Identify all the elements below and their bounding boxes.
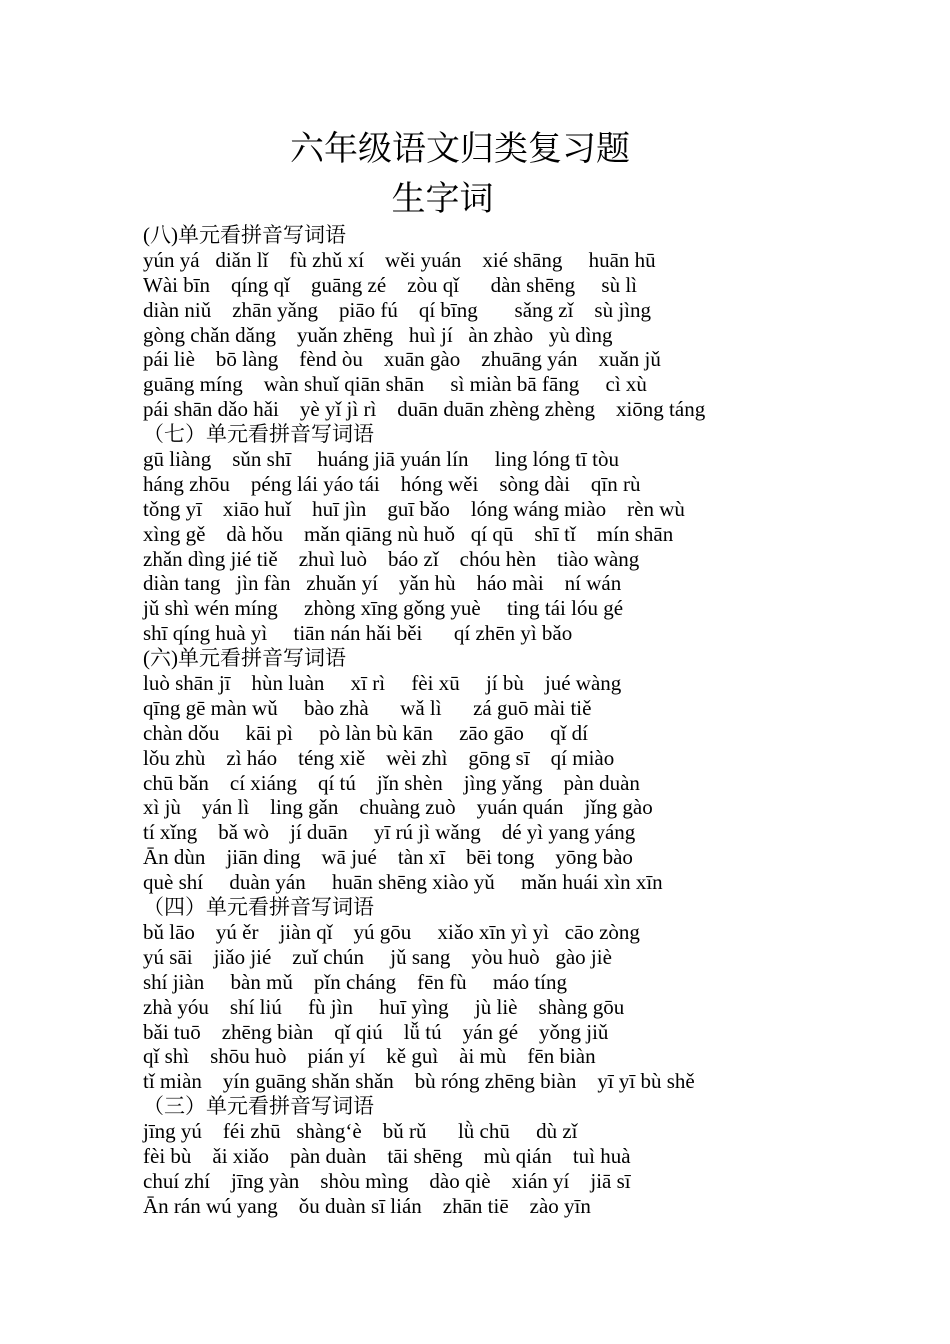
pinyin-line: bǔ lāo yú ěr jiàn qǐ yú gōu xiǎo xīn yì yì cāo zòng [143, 919, 640, 944]
pinyin-line: fèi bù ǎi xiǎo pàn duàn tāi shēng mù qián tuì huà [143, 1143, 631, 1168]
pinyin-line: chàn dǒu kāi pì pò làn bù kān zāo gāo qǐ dí [143, 720, 588, 745]
pinyin-line: bǎi tuō zhēng biàn qǐ qiú lǚ tú yán gé yǒng jiǔ [143, 1019, 609, 1044]
pinyin-line: zhǎn dìng jié tiě zhuì luò báo zǐ chóu hèn tiào wàng [143, 546, 640, 571]
document-content [143, 223, 903, 1219]
pinyin-line: tǒng yī xiāo huǐ huī jìn guī bǎo lóng wáng miào rèn wù [143, 496, 685, 521]
pinyin-line: luò shān jī hùn luàn xī rì fèi xū jí bù jué wàng [143, 671, 622, 696]
pinyin-line: xì jù yán lì ling gǎn chuàng zuò yuán quán jǐng gào [143, 795, 653, 820]
section-heading: （四）单元看拼音写词语 [143, 895, 374, 920]
section-heading: (八)单元看拼音写词语 [143, 223, 346, 247]
pinyin-line: Ān rán wú yang ǒu duàn sī lián zhān tiē zào yīn [143, 1193, 591, 1218]
pinyin-line: què shí duàn yán huān shēng xiào yǔ mǎn huái xìn xīn [143, 870, 663, 895]
pinyin-line: qǐ shì shōu huò pián yí kě guì ài mù fēn biàn [143, 1044, 596, 1069]
pinyin-line: diàn tang jìn fàn zhuǎn yí yǎn hù háo mài ní wán [143, 571, 622, 596]
pinyin-line: diàn niǔ zhān yǎng piāo fú qí bīng sǎng zǐ sù jìng [143, 297, 652, 322]
pinyin-line: tí xǐng bǎ wò jí duān yī rú jì wǎng dé yì yang yáng [143, 820, 636, 845]
pinyin-line: háng zhōu péng lái yáo tái hóng wěi sòng dài qīn rù [143, 471, 641, 496]
pinyin-line: zhà yóu shí liú fù jìn huī yìng jù liè shàng gōu [143, 994, 625, 1019]
pinyin-line: jīng yú féi zhū shàng‘è bǔ rǔ lǜ chū dù zǐ [143, 1119, 578, 1144]
section-heading: (六)单元看拼音写词语 [143, 646, 346, 671]
pinyin-line: lǒu zhù zì háo téng xiě wèi zhì gōng sī qí miào [143, 745, 615, 770]
pinyin-line: chū bǎn cí xiáng qí tú jǐn shèn jìng yǎng pàn duàn [143, 770, 640, 795]
pinyin-line: xìng gě dà hǒu mǎn qiāng nù huǒ qí qū shī tǐ mín shān [143, 521, 674, 546]
pinyin-line: shí jiàn bàn mǔ pǐn cháng fēn fù máo tíng [143, 969, 568, 994]
pinyin-line: gòng chǎn dǎng yuǎn zhēng huì jí àn zhào yù dìng [143, 322, 613, 347]
pinyin-line: guāng míng wàn shuǐ qiān shān sì miàn bā fāng cì xù [143, 372, 647, 397]
pinyin-line: tǐ miàn yín guāng shǎn shǎn bù róng zhēng biàn yī yī bù shě [143, 1069, 695, 1094]
pinyin-line: shī qíng huà yì tiān nán hǎi běi qí zhēn yì bǎo [143, 621, 573, 646]
pinyin-line: gū liàng sǔn shī huáng jiā yuán lín ling lóng tī tòu [143, 447, 619, 472]
pinyin-line: pái liè bō làng fènd òu xuān gào zhuāng yán xuǎn jǔ [143, 347, 661, 372]
section-heading: （七）单元看拼音写词语 [143, 422, 374, 447]
pinyin-line: yú sāi jiǎo jié zuǐ chún jǔ sang yòu huò gào jiè [143, 944, 612, 969]
pinyin-line: qīng gē màn wǔ bào zhà wǎ lì zá guō mài tiě [143, 695, 592, 720]
section-heading: （三）单元看拼音写词语 [143, 1094, 374, 1119]
pinyin-line: pái shān dǎo hǎi yè yǐ jì rì duān duān zhèng zhèng xiōng táng [143, 397, 706, 422]
document-subtitle: 生字词 [391, 181, 494, 218]
document-title: 六年级语文归类复习题 [290, 131, 630, 168]
pinyin-line: jǔ shì wén míng zhòng xīng gǒng yuè ting tái lóu gé [143, 596, 624, 621]
pinyin-line: Ān dùn jiān ding wā jué tàn xī bēi tong yōng bào [143, 845, 633, 870]
pinyin-line: chuí zhí jīng yàn shòu mìng dào qiè xián yí jiā sī [143, 1168, 631, 1193]
pinyin-line: yún yá diǎn lǐ fù zhǔ xí wěi yuán xié shāng huān hū [143, 247, 656, 272]
pinyin-line: Wài bīn qíng qǐ guāng zé zòu qǐ dàn shēng sù lì [143, 272, 638, 297]
